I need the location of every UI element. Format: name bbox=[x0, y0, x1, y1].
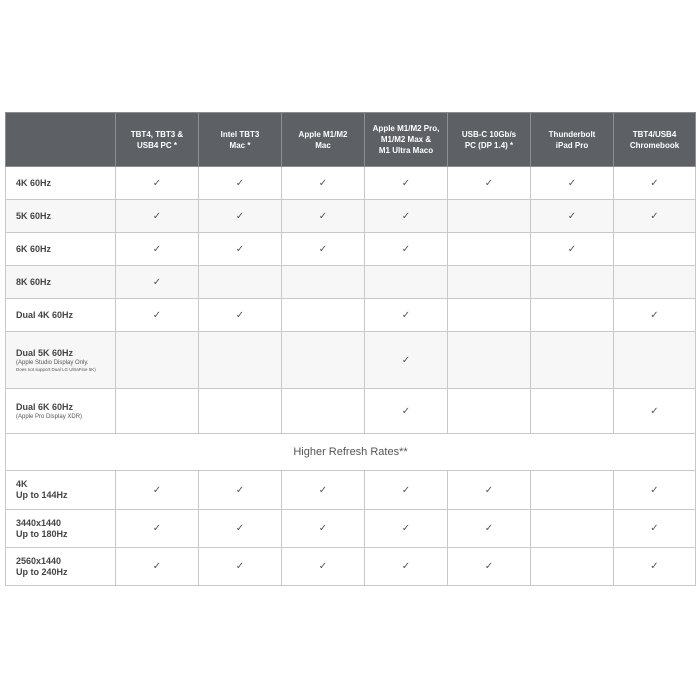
row-label: 3440x1440 Up to 180Hz bbox=[6, 510, 116, 548]
empty-cell bbox=[199, 389, 282, 434]
check-icon: ✓ bbox=[614, 299, 696, 332]
empty-cell bbox=[531, 332, 614, 389]
check-icon: ✓ bbox=[531, 200, 614, 233]
empty-cell bbox=[282, 332, 365, 389]
column-header: Intel TBT3 Mac * bbox=[199, 113, 282, 167]
table-row bbox=[6, 471, 696, 510]
column-header: TBT4, TBT3 & USB4 PC * bbox=[116, 113, 199, 167]
empty-cell bbox=[199, 332, 282, 389]
empty-cell bbox=[448, 389, 531, 434]
check-icon: ✓ bbox=[448, 510, 531, 548]
check-icon: ✓ bbox=[199, 233, 282, 266]
empty-cell bbox=[448, 233, 531, 266]
check-icon: ✓ bbox=[448, 167, 531, 200]
check-icon: ✓ bbox=[614, 389, 696, 434]
row-note: (Apple Studio Display Only. bbox=[16, 359, 89, 366]
column-header: Apple M1/M2 Pro, M1/M2 Max & M1 Ultra Maco bbox=[365, 113, 448, 167]
empty-cell bbox=[282, 266, 365, 299]
check-icon: ✓ bbox=[116, 266, 199, 299]
section-row bbox=[6, 434, 696, 471]
check-icon: ✓ bbox=[282, 471, 365, 510]
empty-cell bbox=[614, 332, 696, 389]
check-icon: ✓ bbox=[116, 299, 199, 332]
empty-cell bbox=[614, 266, 696, 299]
section-title: Higher Refresh Rates** bbox=[6, 434, 696, 471]
check-icon: ✓ bbox=[614, 510, 696, 548]
empty-cell bbox=[282, 299, 365, 332]
empty-cell bbox=[448, 266, 531, 299]
empty-cell bbox=[531, 389, 614, 434]
check-icon: ✓ bbox=[116, 167, 199, 200]
column-header: Thunderbolt iPad Pro bbox=[531, 113, 614, 167]
check-icon: ✓ bbox=[199, 471, 282, 510]
table-row bbox=[6, 548, 696, 586]
row-label: 8K 60Hz bbox=[6, 266, 116, 299]
check-icon: ✓ bbox=[116, 548, 199, 586]
check-icon: ✓ bbox=[199, 510, 282, 548]
empty-cell bbox=[531, 299, 614, 332]
table-row bbox=[6, 233, 696, 266]
table-row bbox=[6, 332, 696, 389]
header-row bbox=[6, 113, 696, 167]
column-header: Apple M1/M2 Mac bbox=[282, 113, 365, 167]
empty-cell bbox=[199, 266, 282, 299]
check-icon: ✓ bbox=[365, 510, 448, 548]
check-icon: ✓ bbox=[365, 548, 448, 586]
check-icon: ✓ bbox=[531, 167, 614, 200]
empty-cell bbox=[531, 510, 614, 548]
check-icon: ✓ bbox=[531, 233, 614, 266]
empty-cell bbox=[531, 548, 614, 586]
check-icon: ✓ bbox=[614, 471, 696, 510]
empty-cell bbox=[448, 332, 531, 389]
row-label: Dual 6K 60Hz (Apple Pro Display XDR) bbox=[6, 389, 116, 434]
row-label: 6K 60Hz bbox=[6, 233, 116, 266]
row-label: 2560x1440 Up to 240Hz bbox=[6, 548, 116, 586]
row-label: Dual 5K 60Hz (Apple Studio Display Only. Does not support Dual LG UltraFine 5K) bbox=[6, 332, 116, 389]
table-row bbox=[6, 167, 696, 200]
check-icon: ✓ bbox=[116, 233, 199, 266]
empty-cell bbox=[365, 266, 448, 299]
row-label: Dual 4K 60Hz bbox=[6, 299, 116, 332]
row-note: Does not support Dual LG UltraFine 5K) bbox=[16, 366, 96, 372]
check-icon: ✓ bbox=[614, 167, 696, 200]
check-icon: ✓ bbox=[116, 510, 199, 548]
empty-cell bbox=[448, 299, 531, 332]
empty-cell bbox=[116, 389, 199, 434]
check-icon: ✓ bbox=[365, 200, 448, 233]
table-row bbox=[6, 200, 696, 233]
check-icon: ✓ bbox=[365, 167, 448, 200]
check-icon: ✓ bbox=[365, 471, 448, 510]
check-icon: ✓ bbox=[199, 299, 282, 332]
check-icon: ✓ bbox=[282, 510, 365, 548]
table-row bbox=[6, 510, 696, 548]
compatibility-table bbox=[5, 112, 696, 586]
row-label: 4K 60Hz bbox=[6, 167, 116, 200]
check-icon: ✓ bbox=[365, 299, 448, 332]
check-icon: ✓ bbox=[365, 233, 448, 266]
check-icon: ✓ bbox=[116, 200, 199, 233]
check-icon: ✓ bbox=[282, 167, 365, 200]
table-row bbox=[6, 266, 696, 299]
column-header: USB-C 10Gb/s PC (DP 1.4) * bbox=[448, 113, 531, 167]
empty-cell bbox=[116, 332, 199, 389]
row-label: 5K 60Hz bbox=[6, 200, 116, 233]
check-icon: ✓ bbox=[116, 471, 199, 510]
check-icon: ✓ bbox=[614, 548, 696, 586]
check-icon: ✓ bbox=[199, 200, 282, 233]
check-icon: ✓ bbox=[199, 167, 282, 200]
check-icon: ✓ bbox=[365, 332, 448, 389]
check-icon: ✓ bbox=[448, 548, 531, 586]
empty-cell bbox=[531, 266, 614, 299]
empty-cell bbox=[448, 200, 531, 233]
header-corner bbox=[6, 113, 116, 167]
empty-cell bbox=[614, 233, 696, 266]
check-icon: ✓ bbox=[199, 548, 282, 586]
check-icon: ✓ bbox=[365, 389, 448, 434]
empty-cell bbox=[282, 389, 365, 434]
check-icon: ✓ bbox=[614, 200, 696, 233]
check-icon: ✓ bbox=[282, 233, 365, 266]
empty-cell bbox=[531, 471, 614, 510]
table-row bbox=[6, 389, 696, 434]
row-note: (Apple Pro Display XDR) bbox=[16, 413, 83, 420]
check-icon: ✓ bbox=[448, 471, 531, 510]
table-row bbox=[6, 299, 696, 332]
row-label: 4K Up to 144Hz bbox=[6, 471, 116, 510]
check-icon: ✓ bbox=[282, 548, 365, 586]
check-icon: ✓ bbox=[282, 200, 365, 233]
column-header: TBT4/USB4 Chromebook bbox=[614, 113, 696, 167]
